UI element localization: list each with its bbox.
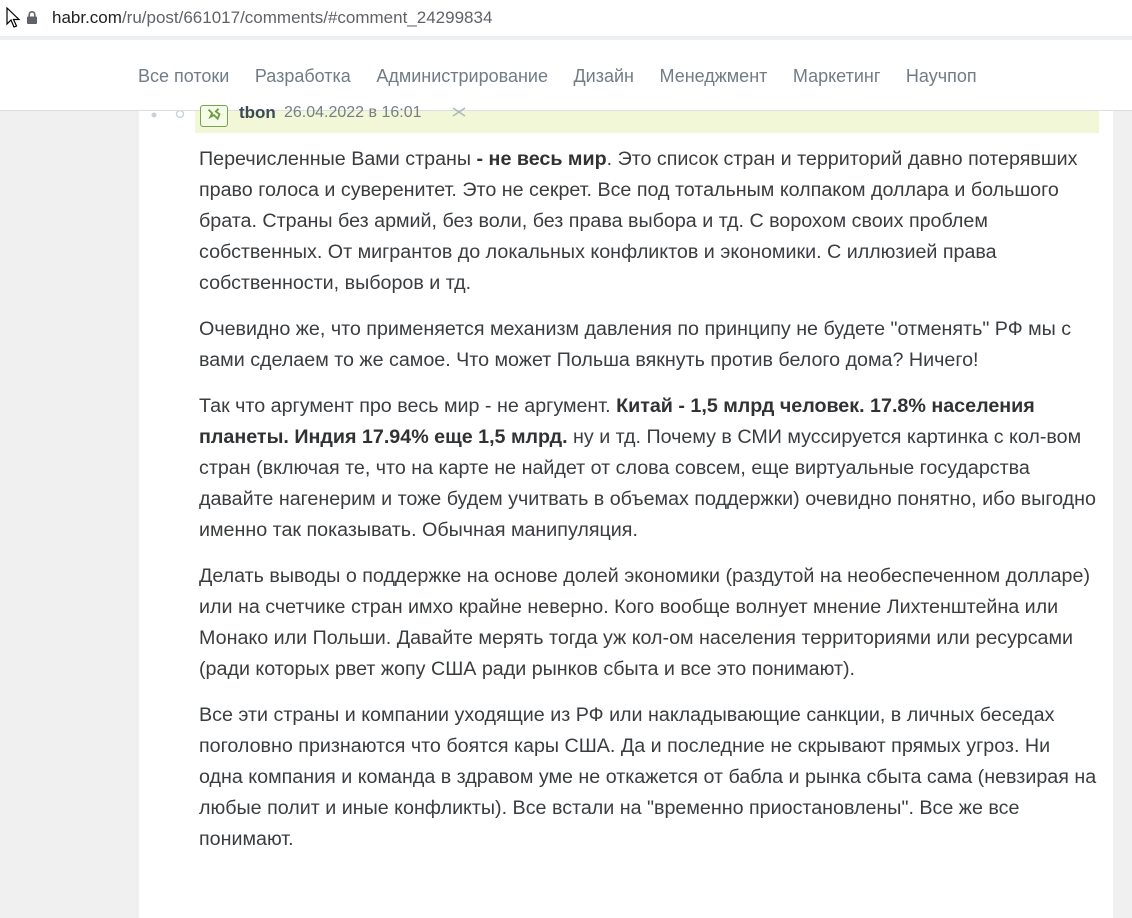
comment-paragraph (199, 144, 1099, 299)
url-host: habr.com (52, 8, 122, 27)
p1-bold: - не весь мир (476, 148, 607, 170)
p3-bold: Китай - 1,5 млрд человек. 17.8% населения планеты. Индия 17.94% еще 1,5 млрд. (199, 395, 1035, 448)
nav-item-development[interactable]: Разработка (254, 66, 351, 86)
avatar-identicon-icon (201, 106, 227, 126)
thread-indent-dots-icon (149, 111, 193, 121)
lock-icon (26, 11, 38, 24)
p1-text-start: Перечисленные Вами страны (199, 148, 477, 170)
comment-date[interactable]: 26.04.2022 в 16:01 (284, 104, 422, 121)
comment-header (195, 103, 1099, 133)
url-path: /ru/post/661017/comments/#comment_24299834 (121, 8, 493, 27)
p3-text-start: Так что аргумент про весь мир - не аргумент. (199, 395, 617, 417)
habr-top-navigation (0, 40, 1132, 111)
flows-menu (138, 65, 1002, 87)
nav-item-management[interactable]: Менеджмент (659, 66, 768, 86)
close-icon[interactable] (452, 107, 466, 117)
comment-body (199, 144, 1099, 870)
p3-text-end: ну и тд. Почему в СМИ муссируется картинка с кол-вом стран (включая те, что на карте не найдет от слова совсем, еще виртуальные государства давайте нагенерим и тоже будем учитвать в объемах поддержки) очевидно понятно, ибо выгодно именно так показывать. Обычная манипуляция. (199, 426, 1096, 541)
browser-address-bar[interactable] (0, 0, 1132, 36)
nav-item-popsci[interactable]: Научпоп (905, 66, 977, 86)
comment-paragraph: Очевидно же, что применяется механизм давления по принципу не будете "отменять" РФ мы с вами сделаем то же самое. Что может Польша вякнуть против белого дома? Ничего! (199, 318, 1072, 371)
p1-text-end: . Это список стран и территорий давно потерявших право голоса и суверенитет. Это не секрет. Все под тотальным колпаком доллара и большого брата. Страны без армий, без воли, без права выбора и тд. С ворохом своих проблем собственных. От мигрантов до локальных конфликтов и экономики. С иллюзией права собственности, выборов и тд. (199, 148, 1078, 294)
comment-paragraph: Делать выводы о поддержке на основе долей экономики (раздутой на необеспеченном долларе) или на счетчике стран имхо крайне неверно. Кого вообще волнует мнение Лихтенштейна или Монако или Польши. Давайте мерять тогда уж кол-ом населения территориями или ресурсами (ради которых рвет жопу США ради рынков сбыта и все это понимают). (199, 565, 1091, 680)
nav-item-all-flows[interactable]: Все потоки (138, 66, 230, 86)
mouse-cursor-icon (6, 7, 22, 29)
nav-item-design[interactable]: Дизайн (573, 66, 634, 86)
comment-content-area (139, 103, 1113, 918)
nav-item-administration[interactable]: Администрирование (376, 66, 548, 86)
user-avatar[interactable] (200, 105, 228, 127)
comment-paragraph (199, 391, 1099, 546)
nav-item-marketing[interactable]: Маркетинг (792, 66, 881, 86)
comment-author[interactable]: tbon (239, 103, 276, 122)
comment-paragraph: Все эти страны и компании уходящие из РФ или накладывающие санкции, в личных беседах поголовно признаются что боятся кары США. Да и последние не скрывают прямых угроз. Ни одна компания и команда в здравом уме не откажется от бабла и рынка сбыта сама (невзирая на любые полит и иные конфликты). Все встали на "временно приостановлены". Все же все понимают. (199, 704, 1097, 850)
url-text[interactable] (52, 7, 492, 29)
